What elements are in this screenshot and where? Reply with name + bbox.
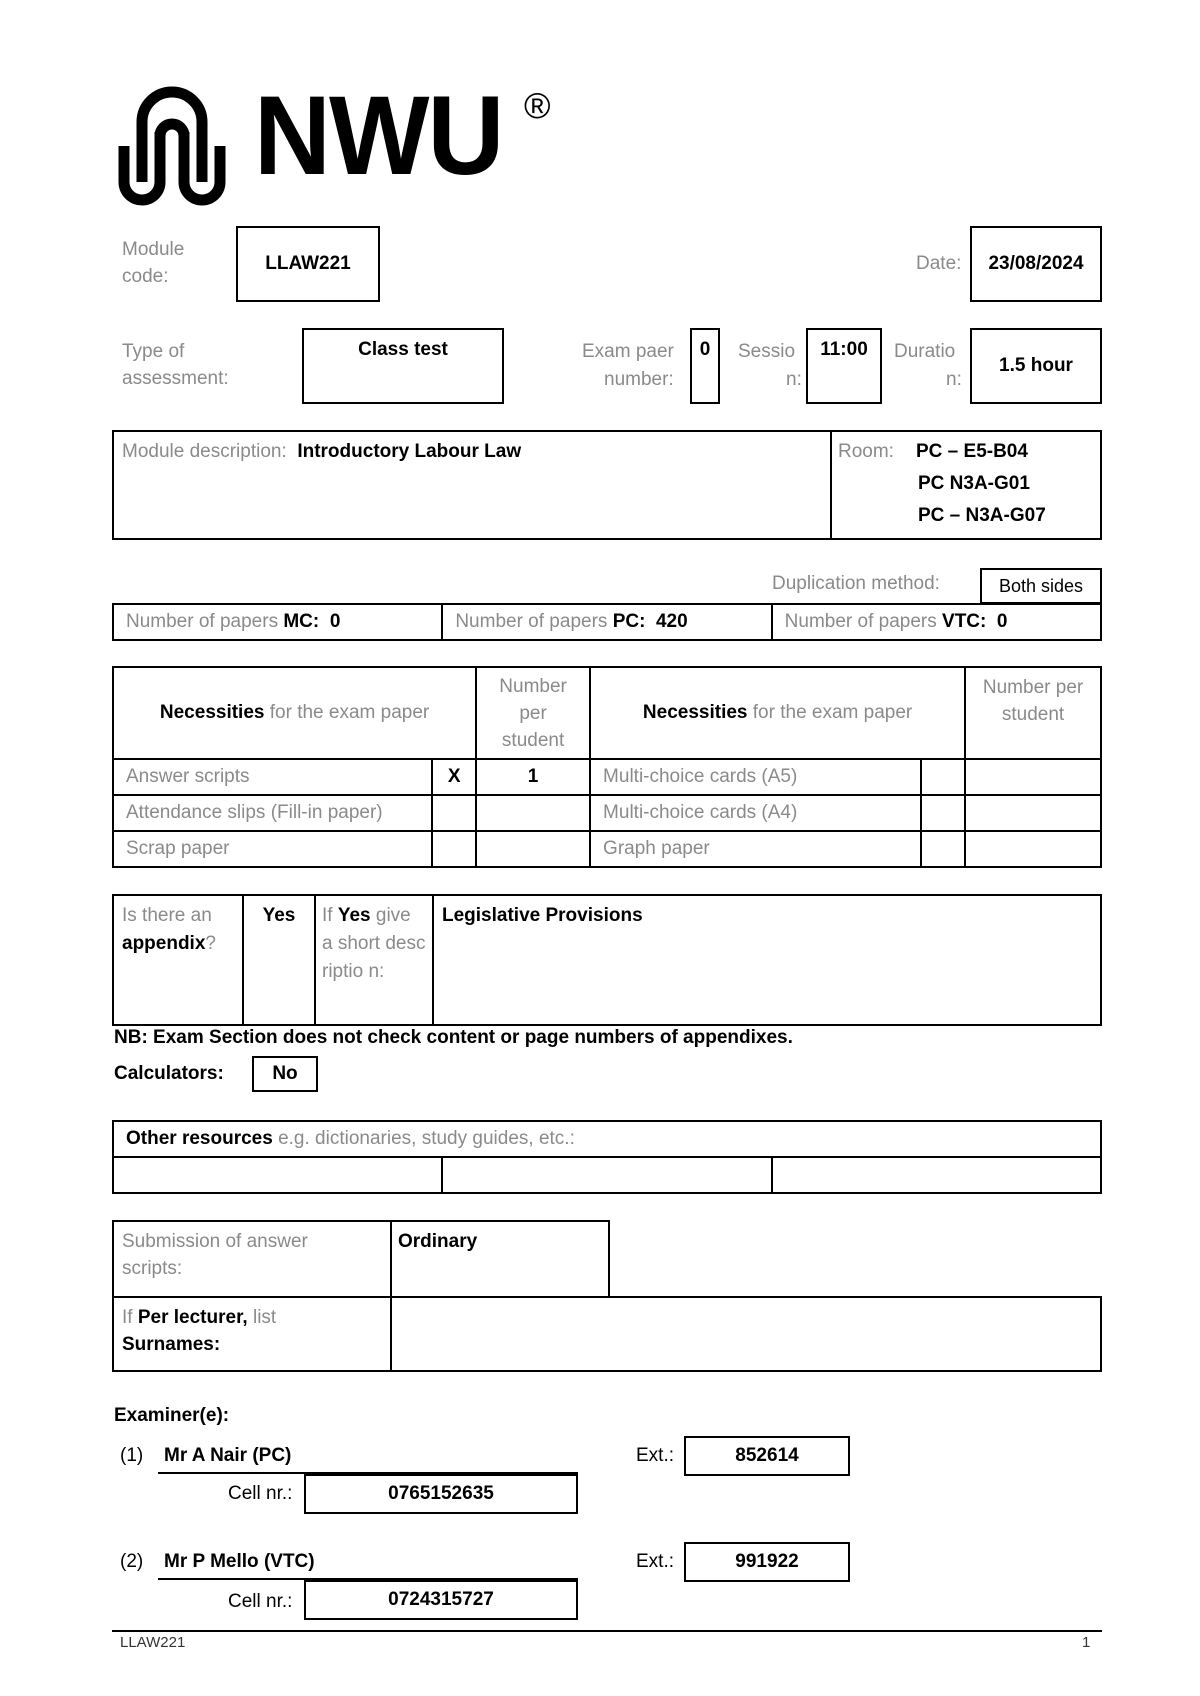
necessity-mark bbox=[432, 795, 476, 831]
necessity-item: Graph paper bbox=[590, 831, 921, 867]
nb-note: NB: Exam Section does not check content or page numbers of appendixes. bbox=[114, 1027, 793, 1048]
submission-box bbox=[112, 1220, 610, 1298]
submission-label: Submission of answer scripts: bbox=[122, 1231, 308, 1279]
footer-code: LLAW221 bbox=[120, 1634, 186, 1651]
session-label-2: n: bbox=[786, 369, 802, 390]
examiner-1-name: Mr A Nair (PC) bbox=[164, 1445, 292, 1466]
other-resource-cell bbox=[113, 1157, 442, 1193]
examiner-1-num: (1) bbox=[120, 1445, 144, 1466]
per-student-header-left: Number per student bbox=[476, 667, 590, 759]
module-description-box bbox=[112, 430, 1102, 540]
examiner-1-cell-label: Cell nr.: bbox=[228, 1483, 293, 1504]
module-description-label: Module description: bbox=[122, 441, 287, 462]
necessity-count bbox=[965, 831, 1101, 867]
appendix-desc-label: If Yes give a short descriptio n: bbox=[315, 895, 433, 1025]
logo-text: NWU bbox=[254, 73, 503, 198]
exam-paper-label-1: Exam paer bbox=[582, 341, 674, 362]
necessity-count: 1 bbox=[476, 759, 590, 795]
necessities-header-left: Necessities for the exam paper bbox=[113, 667, 476, 759]
per-lecturer-label: If Per lecturer, list Surnames: bbox=[122, 1307, 277, 1355]
examiner-1-cell: 0765152635 bbox=[304, 1474, 578, 1514]
papers-pc: Number of papers PC: 420 bbox=[442, 604, 771, 640]
other-resource-cell bbox=[772, 1157, 1101, 1193]
necessity-mark: X bbox=[432, 759, 476, 795]
calculators-field: No bbox=[252, 1056, 318, 1092]
necessity-item: Answer scripts bbox=[113, 759, 432, 795]
table-row bbox=[113, 759, 1101, 795]
examiner-2-ext: 991922 bbox=[684, 1542, 850, 1582]
examiner-2-cell: 0724315727 bbox=[304, 1580, 578, 1620]
necessity-mark bbox=[921, 795, 965, 831]
papers-vtc: Number of papers VTC: 0 bbox=[772, 604, 1101, 640]
other-resource-cell bbox=[442, 1157, 771, 1193]
necessity-item: Multi-choice cards (A5) bbox=[590, 759, 921, 795]
necessity-mark bbox=[432, 831, 476, 867]
necessity-mark bbox=[921, 831, 965, 867]
calculators-label: Calculators: bbox=[114, 1063, 224, 1084]
submission-value: Ordinary bbox=[398, 1231, 478, 1252]
examiner-2-num: (2) bbox=[120, 1551, 144, 1572]
room-3: PC – N3A-G07 bbox=[918, 505, 1046, 526]
session-label-1: Sessio bbox=[738, 341, 796, 362]
table-row bbox=[113, 831, 1101, 867]
nwu-logo bbox=[112, 73, 582, 202]
per-student-header-right: Number per student bbox=[965, 667, 1101, 759]
examiners-label: Examiner(e): bbox=[114, 1405, 230, 1426]
footer-page-number: 1 bbox=[1082, 1634, 1091, 1651]
room-1: PC – E5-B04 bbox=[916, 441, 1028, 462]
examiner-2-ext-label: Ext.: bbox=[636, 1551, 675, 1572]
necessity-count bbox=[476, 831, 590, 867]
examiner-1-ext: 852614 bbox=[684, 1436, 850, 1476]
assessment-label: Type of assessment: bbox=[122, 341, 229, 389]
session-field: 11:00 bbox=[806, 328, 882, 404]
date-field: 23/08/2024 bbox=[970, 226, 1102, 302]
examiner-2-name: Mr P Mello (VTC) bbox=[164, 1551, 315, 1572]
duration-label-2: n: bbox=[946, 369, 962, 390]
necessity-item: Attendance slips (Fill-in paper) bbox=[113, 795, 432, 831]
necessity-count bbox=[476, 795, 590, 831]
date-label: Date: bbox=[916, 253, 962, 274]
examiner-1-ext-label: Ext.: bbox=[636, 1445, 675, 1466]
room-2: PC N3A-G01 bbox=[918, 473, 1030, 494]
other-resources-table bbox=[112, 1120, 1102, 1194]
other-resources-label: Other resources e.g. dictionaries, study guides, etc.: bbox=[113, 1121, 1101, 1157]
room-label: Room: bbox=[838, 441, 894, 462]
footer-rule bbox=[112, 1630, 1102, 1632]
table-row bbox=[113, 795, 1101, 831]
duplication-label: Duplication method: bbox=[772, 573, 940, 594]
papers-table bbox=[112, 603, 1102, 641]
appendix-answer: Yes bbox=[243, 895, 315, 1025]
necessity-mark bbox=[921, 759, 965, 795]
necessities-header-right: Necessities for the exam paper bbox=[590, 667, 965, 759]
module-code-field: LLAW221 bbox=[236, 226, 380, 302]
assessment-field: Class test bbox=[302, 328, 504, 404]
papers-mc: Number of papers MC: 0 bbox=[113, 604, 442, 640]
necessity-item: Scrap paper bbox=[113, 831, 432, 867]
appendix-table bbox=[112, 894, 1102, 1026]
necessity-count bbox=[965, 795, 1101, 831]
module-code-label: Module code: bbox=[122, 239, 185, 287]
appendix-question: Is there an appendix? bbox=[113, 895, 243, 1025]
necessities-table bbox=[112, 666, 1102, 868]
duplication-field: Both sides bbox=[980, 568, 1102, 604]
exam-paper-field: 0 bbox=[690, 328, 720, 404]
exam-paper-label-2: number: bbox=[604, 369, 674, 390]
necessity-count bbox=[965, 759, 1101, 795]
registered-mark: ® bbox=[524, 85, 551, 126]
per-lecturer-box bbox=[112, 1296, 1102, 1372]
duration-field: 1.5 hour bbox=[970, 328, 1102, 404]
nwu-emblem-icon bbox=[112, 86, 232, 206]
module-description-value: Introductory Labour Law bbox=[297, 441, 522, 462]
duration-label-1: Duratio bbox=[894, 341, 956, 362]
examiner-2-cell-label: Cell nr.: bbox=[228, 1591, 293, 1612]
necessity-item: Multi-choice cards (A4) bbox=[590, 795, 921, 831]
appendix-description: Legislative Provisions bbox=[433, 895, 1101, 1025]
